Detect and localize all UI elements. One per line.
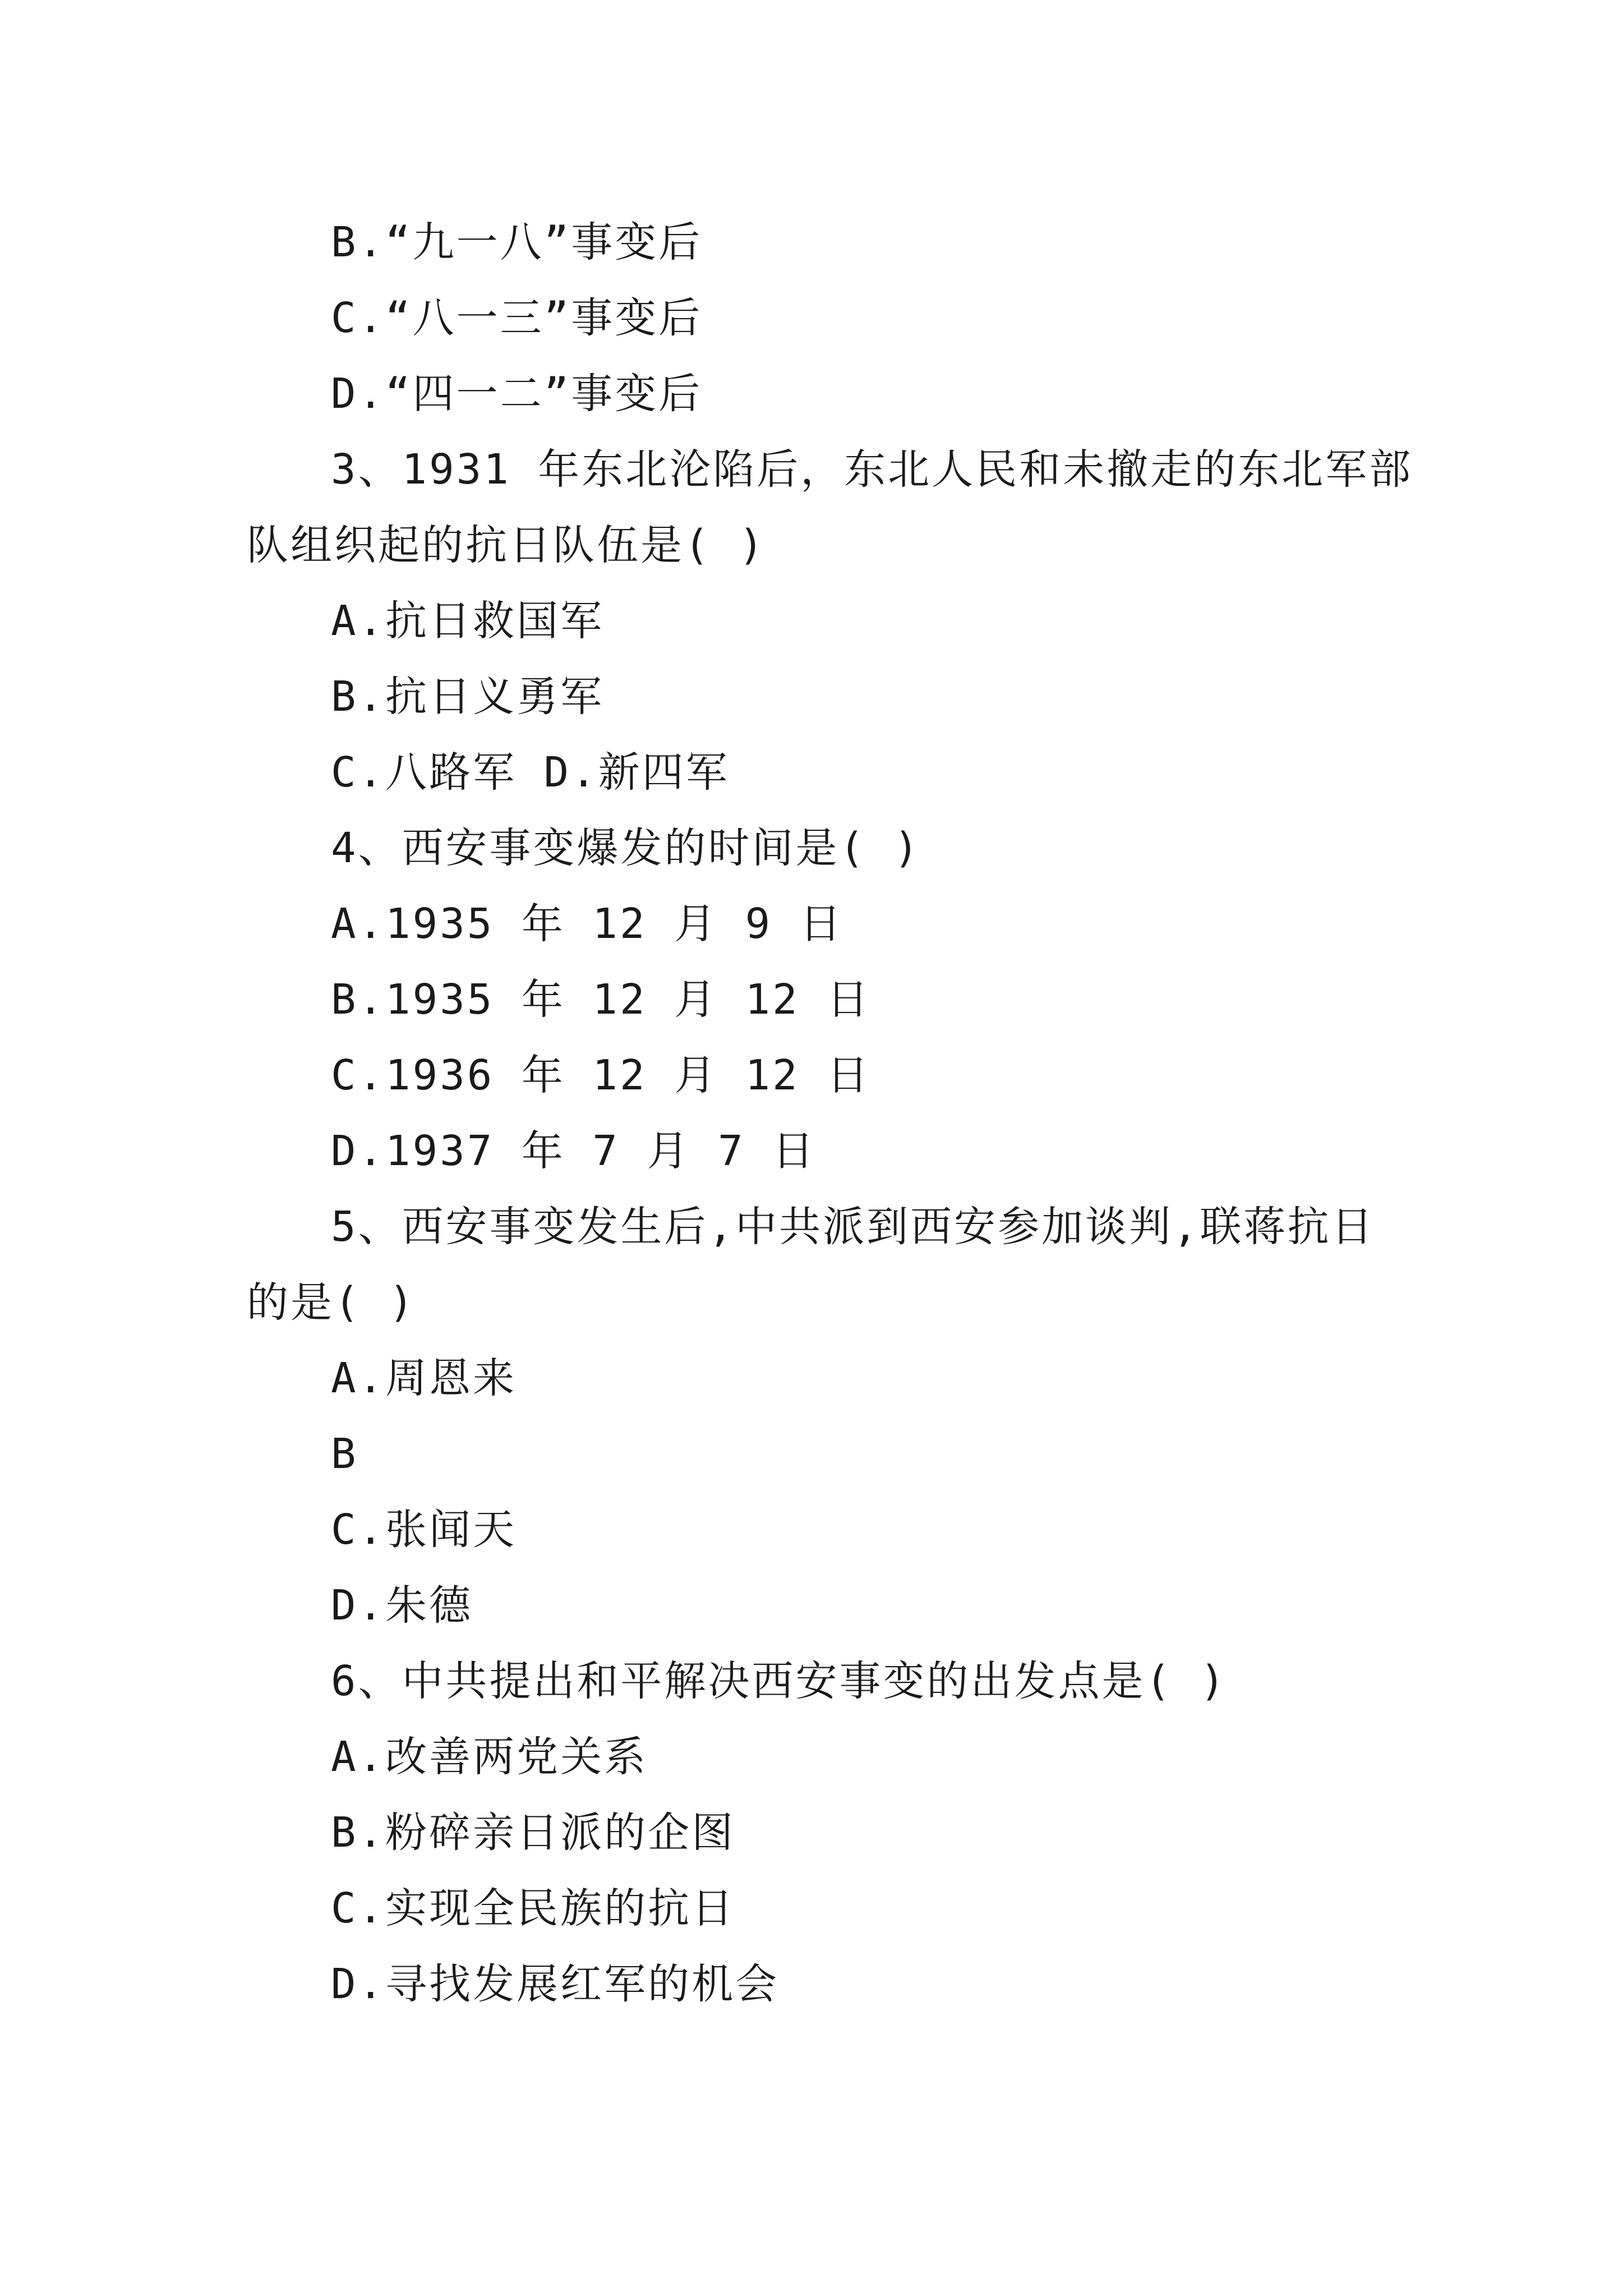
option-q2-b: B.“九一八”事变后 bbox=[331, 218, 703, 266]
question-3-continuation: 队组织起的抗日队伍是( ) bbox=[247, 521, 766, 569]
question-3: 3、1931 年东北沦陷后，东北人民和未撤走的东北军部 bbox=[331, 445, 1413, 494]
option-q4-b: B.1935 年 12 月 12 日 bbox=[331, 976, 871, 1024]
option-q2-d: D.“四一二”事变后 bbox=[331, 370, 703, 418]
option-q4-d: D.1937 年 7 月 7 日 bbox=[331, 1127, 817, 1175]
option-q6-c: C.实现全民族的抗日 bbox=[331, 1884, 736, 1932]
option-q6-a: A.改善两党关系 bbox=[331, 1733, 648, 1781]
option-q4-c: C.1936 年 12 月 12 日 bbox=[331, 1051, 871, 1099]
question-5: 5、西安事变发生后,中共派到西安参加谈判,联蒋抗日 bbox=[331, 1203, 1375, 1251]
option-q5-d: D.朱德 bbox=[331, 1581, 473, 1630]
option-q3-a: A.抗日救国军 bbox=[331, 597, 605, 645]
option-q5-b: B bbox=[331, 1430, 358, 1478]
option-q3-b: B.抗日义勇军 bbox=[331, 673, 605, 721]
option-q5-a: A.周恩来 bbox=[331, 1354, 517, 1402]
option-q4-a: A.1935 年 12 月 9 日 bbox=[331, 900, 843, 948]
question-6: 6、中共提出和平解决西安事变的出发点是( ) bbox=[331, 1657, 1228, 1705]
question-5-continuation: 的是( ) bbox=[247, 1278, 416, 1327]
option-q6-d: D.寻找发展红军的机会 bbox=[331, 1960, 780, 2008]
question-4: 4、西安事变爆发的时间是( ) bbox=[331, 824, 921, 872]
option-q2-c: C.“八一三”事变后 bbox=[331, 294, 703, 342]
option-q3-cd: C.八路军 D.新四军 bbox=[331, 748, 730, 797]
option-q5-c: C.张闻天 bbox=[331, 1506, 517, 1554]
option-q6-b: B.粉碎亲日派的企图 bbox=[331, 1809, 736, 1857]
